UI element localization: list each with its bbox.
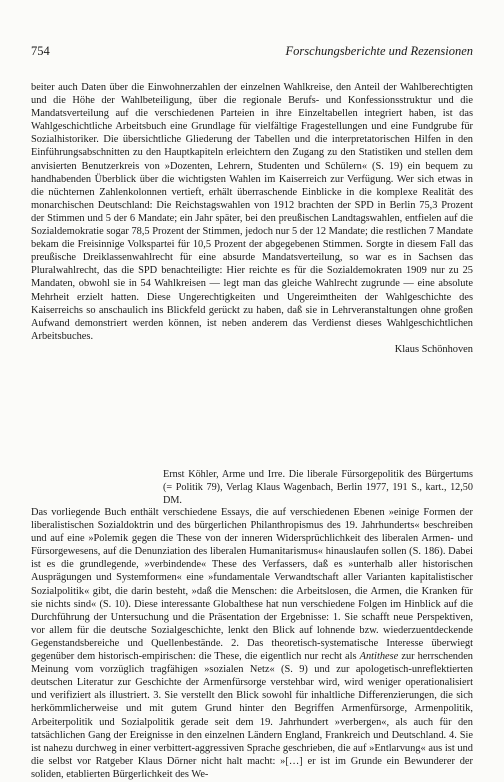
italic-term: Antithese <box>359 651 399 663</box>
review-paragraph <box>31 506 473 781</box>
review-paragraph <box>31 81 473 356</box>
page-header <box>31 44 473 59</box>
paragraph-text: Das vorliegende Buch enthält verschiedene Essays, die auf verschiedenen Ebenen »einige Formen der liberalistischen Sozialdoktrin und des bürgerlichen Philanthropismus des 19. Jahrhunderts« beschreiben und auf eine »Polemik gegen die These von der inneren Widersprüchlichkeit des liberalen Armen- und Fürsorgewesens, auf die Denunziation des liberalen Humanitarismus« hinauslaufen sollen (S. 186). Dabei ist es die grundlegende, »verbindende« These des Verfassers, daß es »unterhalb aller historischen Ausprägungen und Systemformen« eine »fundamentale Verwandtschaft aller Varianten kapitalistischer Sozialpolitik« gibt, die darin besteht, »daß die Menschen: die Arbeitslosen, die Armen, die Kranken für sie nichts sind« (S. 10). Diese interessante Globalthese hat nun verschiedene Folgen im Hinblick auf die Durchführung der Untersuchung und die Präsentation der Ergebnisse: 1. Sie schafft neue Perspektiven, vor allem für die deutsche Sozialgeschichte, lenkt den Blick auf lohnende bzw. wiederzuentdeckende Gegenstandsbereiche und Quellenbestände. 2. Das theoretisch-systematische Interesse überwiegt gegenüber dem historisch-empirischen: die These, die eigentlich nur recht als <box>31 507 473 663</box>
page-number: 754 <box>31 44 50 58</box>
reviewer-name: Klaus Schönhoven <box>394 343 473 355</box>
review-body <box>31 506 473 781</box>
previous-review-ending <box>31 81 473 356</box>
paragraph-text: beiter auch Daten über die Einwohnerzahlen der einzelnen Wahlkreise, den Anteil der Wahlberechtigten und die Höhe der Wahlbeteiligung, über die regionale Berufs- und Konfessionsstruktur und die Mandatsverteilung auf die verschiedenen Parteien in ihre Einzeltabellen integriert haben, ist das Wahlgeschichtliche Arbeitsbuch eine Grundlage für vielfältige Fragestellungen und eine Fundgrube für Sozialhistoriker. Die übersichtliche Gliederung der Tabellen und die interpretatorischen Hilfen in den Einführungsabschnitten zu den Hauptkapiteln erleichtern den Zugang zu den Statistiken und stellen dem anvisierten Benutzerkreis von »Dozenten, Lehrern, Studenten und Schülern« (S. 19) ein bequem zu handhabenden Überblick über die wichtigsten Wahlen im Kaiserreich zur Verfügung. Wer sich etwas in die nüchternen Zahlenkolonnen vertieft, erhält überraschende Einblicke in die komplexe Realität des monarchischen Deutschland: Die Reichstagswahlen von 1912 brachten der SPD in Berlin 75,3 Prozent der Stimmen und 5 der 6 Mandate; ein Jahr später, bei den preußischen Landtagswahlen, entfielen auf die Sozialdemokratie sogar 78,5 Prozent der Stimmen, jedoch nur 5 der 12 Mandate; die restlichen 7 Mandate bekam die Freisinnige Volkspartei für 10,5 Prozent der abgegebenen Stimmen. Sorgte in diesem Fall das preußische Dreiklassenwahlrecht für eine absurde Mandatsverteilung, so war es in Sachsen das Pluralwahlrecht, das die SPD benachteiligte: Hier reichte es für die Sozialdemokraten 1909 nur zu 25 Mandaten, obwohl sie in 54 Wahlkreisen — legt man das gleiche Wahlrecht zugrunde — eine absolute Mehrheit erzielt hatten. Diese Ungerechtigkeiten und Ungereimtheiten der Wahlgeschichte des Kaiserreichs so anschaulich ins Blickfeld gerückt zu haben, daß sie in Lehrveranstaltungen ohne großen Aufwand demonstriert werden können, ist neben anderem das Verdienst dieses Wahlgeschichtlichen Arbeitsbuches. <box>31 82 473 342</box>
running-title: Forschungsberichte und Rezensionen <box>285 44 473 58</box>
bibliographic-entry: Ernst Köhler, Arme und Irre. Die liberale Fürsorgepolitik des Bürgertums (= Politik 79), Verlag Klaus Wagenbach, Berlin 1977, 191 S., kart., 12,50 DM. <box>163 469 473 506</box>
paragraph-text: zur herrschenden Meinung vom vorzüglich tragfähigen »sozialen Netz« (S. 9) und zur apologetisch-unreflektierten deutschen Literatur zur Geschichte der Armenfürsorge verstehbar wird, wird weniger operationalisiert und verifiziert als illustriert. 3. Sie verstellt den Blick sowohl für inhaltliche Differenzierungen, die sich herkömmlicherweise und mit gutem Grund hinter den Begriffen Armenfürsorge, Armenpolitik, Arbeiterpolitik und Sozialpolitik gerade seit dem 19. Jahrhundert »verbergen«, als auch für den tatsächlichen Gang der Ereignisse in den einzelnen Ländern England, Frankreich und Deutschland. 4. Sie ist nahezu durchweg in einer verbittert-aggressiven Sprache geschrieben, die auf »Entlarvung« aus ist und die selbst vor Ratgeber Klaus Dörner nicht halt macht: »[…] er ist im Grunde ein Bewunderer der soliden, etablierten Bürgerlichkeit des We- <box>31 651 474 780</box>
